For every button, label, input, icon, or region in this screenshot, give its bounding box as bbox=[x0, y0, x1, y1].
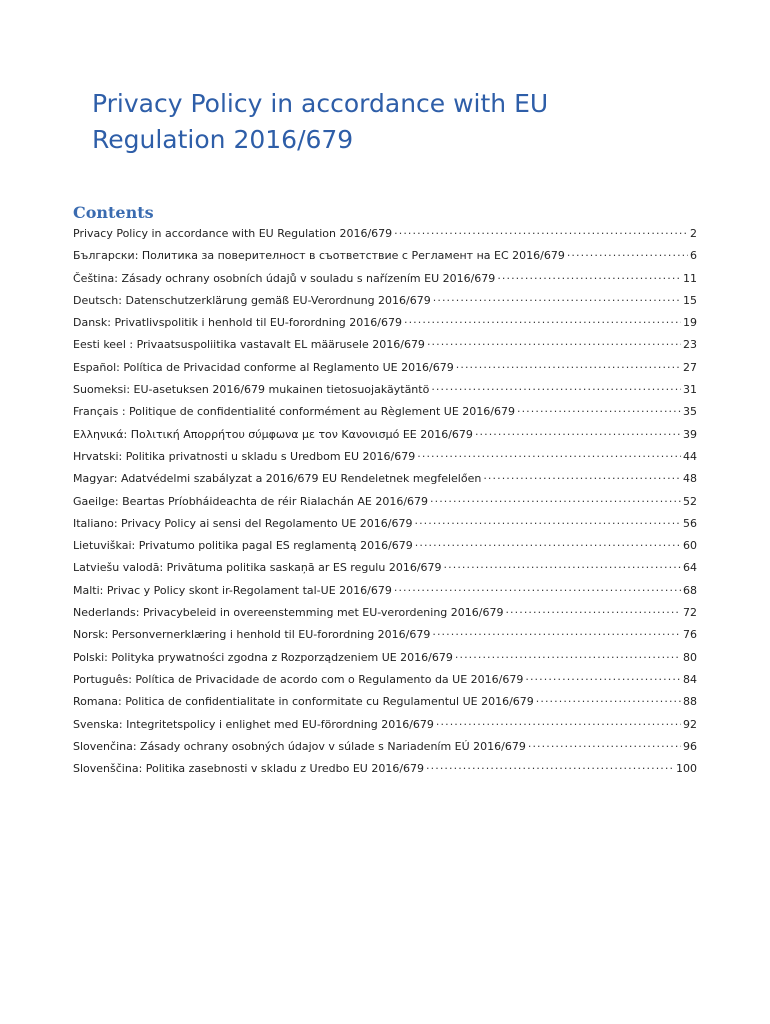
toc-entry[interactable] bbox=[73, 694, 697, 716]
toc-entry-page-number: 11 bbox=[683, 271, 697, 285]
toc-entry-page-number: 44 bbox=[683, 449, 697, 463]
toc-dot-leader bbox=[436, 718, 681, 729]
toc-entry[interactable] bbox=[73, 650, 697, 672]
toc-entry-label: Hrvatski: Politika privatnosti u skladu s Uredbom EU 2016/679 bbox=[73, 449, 416, 463]
toc-entry[interactable] bbox=[73, 739, 697, 761]
toc-entry-label: Svenska: Integritetspolicy i enlighet med EU-förordning 2016/679 bbox=[73, 717, 434, 731]
contents-heading: Contents bbox=[73, 203, 154, 222]
toc-dot-leader bbox=[415, 539, 681, 550]
toc-entry-page-number: 6 bbox=[690, 249, 697, 263]
toc-entry-label: Italiano: Privacy Policy ai sensi del Regolamento UE 2016/679 bbox=[73, 516, 413, 530]
toc-dot-leader bbox=[456, 361, 681, 372]
toc-entry-label: Dansk: Privatlivspolitik i henhold til EU-forordning 2016/679 bbox=[73, 316, 402, 330]
toc-entry[interactable] bbox=[73, 293, 697, 315]
table-of-contents bbox=[73, 226, 697, 783]
toc-dot-leader bbox=[394, 227, 688, 238]
toc-entry-page-number: 100 bbox=[676, 762, 697, 776]
toc-entry-page-number: 76 bbox=[683, 628, 697, 642]
toc-entry[interactable] bbox=[73, 672, 697, 694]
toc-entry-page-number: 84 bbox=[683, 672, 697, 686]
toc-entry[interactable] bbox=[73, 337, 697, 359]
toc-entry[interactable] bbox=[73, 315, 697, 337]
toc-dot-leader bbox=[536, 695, 681, 706]
toc-entry[interactable] bbox=[73, 761, 697, 783]
toc-entry-page-number: 2 bbox=[690, 227, 697, 240]
toc-entry[interactable] bbox=[73, 605, 697, 627]
toc-entry-label: Français : Politique de confidentialité conformément au Règlement UE 2016/679 bbox=[73, 405, 515, 419]
toc-dot-leader bbox=[431, 383, 681, 394]
toc-dot-leader bbox=[517, 405, 681, 416]
toc-entry[interactable] bbox=[73, 471, 697, 493]
document-title: Privacy Policy in accordance with EU Regulation 2016/679 bbox=[92, 89, 549, 154]
toc-dot-leader bbox=[394, 584, 681, 595]
toc-entry[interactable] bbox=[73, 404, 697, 426]
toc-entry-label: Eesti keel : Privaatsuspoliitika vastavalt EL määrusele 2016/679 bbox=[73, 338, 425, 352]
toc-entry-page-number: 68 bbox=[683, 583, 697, 597]
toc-entry-label: Nederlands: Privacybeleid in overeenstemming met EU-verordening 2016/679 bbox=[73, 606, 504, 620]
toc-entry-page-number: 56 bbox=[683, 516, 697, 530]
toc-entry[interactable] bbox=[73, 627, 697, 649]
toc-entry-page-number: 96 bbox=[683, 739, 697, 753]
toc-entry[interactable] bbox=[73, 427, 697, 449]
toc-dot-leader bbox=[444, 561, 681, 572]
toc-entry[interactable] bbox=[73, 538, 697, 560]
toc-dot-leader bbox=[567, 249, 688, 260]
toc-entry-page-number: 31 bbox=[683, 383, 697, 397]
toc-entry-page-number: 48 bbox=[683, 472, 697, 486]
toc-entry-page-number: 64 bbox=[683, 561, 697, 575]
toc-entry-page-number: 92 bbox=[683, 717, 697, 731]
toc-entry-label: Latviešu valodā: Privātuma politika saskaņā ar ES regulu 2016/679 bbox=[73, 561, 442, 575]
toc-entry[interactable] bbox=[73, 516, 697, 538]
toc-entry[interactable] bbox=[73, 226, 697, 248]
toc-entry-label: Čeština: Zásady ochrany osobních údajů v souladu s nařízením EU 2016/679 bbox=[73, 271, 496, 285]
toc-entry-label: Български: Политика за поверителност в съответствие с Регламент на ЕС 2016/679 bbox=[73, 249, 565, 263]
toc-entry[interactable] bbox=[73, 382, 697, 404]
toc-entry-label: Privacy Policy in accordance with EU Regulation 2016/679 bbox=[73, 227, 393, 240]
toc-entry-page-number: 27 bbox=[683, 360, 697, 374]
toc-entry[interactable] bbox=[73, 271, 697, 293]
toc-entry[interactable] bbox=[73, 717, 697, 739]
toc-entry-page-number: 35 bbox=[683, 405, 697, 419]
toc-dot-leader bbox=[483, 472, 681, 483]
toc-dot-leader bbox=[525, 673, 681, 684]
toc-entry-page-number: 72 bbox=[683, 606, 697, 620]
toc-dot-leader bbox=[426, 762, 674, 773]
toc-entry-page-number: 23 bbox=[683, 338, 697, 352]
toc-entry[interactable] bbox=[73, 248, 697, 270]
toc-entry-label: Slovenščina: Politika zasebnosti v skladu z Uredbo EU 2016/679 bbox=[73, 762, 425, 776]
toc-dot-leader bbox=[432, 628, 681, 639]
toc-dot-leader bbox=[414, 517, 681, 528]
toc-dot-leader bbox=[497, 272, 681, 283]
toc-entry-label: Ελληνικά: Πολιτική Απορρήτου σύμφωνα με τον Κανονισμό ΕΕ 2016/679 bbox=[73, 427, 473, 441]
toc-entry-page-number: 39 bbox=[683, 427, 697, 441]
toc-dot-leader bbox=[528, 740, 681, 751]
toc-dot-leader bbox=[427, 338, 681, 349]
toc-entry-label: Slovenčina: Zásady ochrany osobných údajov v súlade s Nariadením EÚ 2016/679 bbox=[73, 739, 526, 753]
toc-entry[interactable] bbox=[73, 449, 697, 471]
toc-entry-label: Norsk: Personvernerklæring i henhold til EU-forordning 2016/679 bbox=[73, 628, 431, 642]
toc-entry-label: Malti: Privac y Policy skont ir-Regolament tal-UE 2016/679 bbox=[73, 583, 392, 597]
toc-dot-leader bbox=[430, 495, 681, 506]
toc-dot-leader bbox=[404, 316, 681, 327]
toc-entry[interactable] bbox=[73, 360, 697, 382]
toc-entry[interactable] bbox=[73, 560, 697, 582]
toc-entry-page-number: 19 bbox=[683, 316, 697, 330]
toc-dot-leader bbox=[505, 606, 681, 617]
toc-entry-label: Polski: Polityka prywatności zgodna z Rozporządzeniem UE 2016/679 bbox=[73, 650, 453, 664]
toc-dot-leader bbox=[417, 450, 681, 461]
toc-dot-leader bbox=[433, 294, 681, 305]
toc-entry-label: Español: Política de Privacidad conforme al Reglamento UE 2016/679 bbox=[73, 360, 454, 374]
toc-dot-leader bbox=[475, 428, 681, 439]
toc-entry[interactable] bbox=[73, 494, 697, 516]
toc-entry-label: Português: Política de Privacidade de acordo com o Regulamento da UE 2016/679 bbox=[73, 672, 524, 686]
toc-entry-label: Deutsch: Datenschutzerklärung gemäß EU-Verordnung 2016/679 bbox=[73, 293, 431, 307]
toc-entry-page-number: 15 bbox=[683, 293, 697, 307]
toc-entry[interactable] bbox=[73, 583, 697, 605]
toc-entry-page-number: 80 bbox=[683, 650, 697, 664]
toc-entry-label: Magyar: Adatvédelmi szabályzat a 2016/679 EU Rendeletnek megfelelően bbox=[73, 472, 482, 486]
toc-entry-label: Romana: Politica de confidentialitate in conformitate cu Regulamentul UE 2016/679 bbox=[73, 695, 534, 709]
toc-entry-label: Gaeilge: Beartas Príobháideachta de réir Rialachán AE 2016/679 bbox=[73, 494, 429, 508]
toc-dot-leader bbox=[455, 651, 681, 662]
toc-entry-label: Lietuviškai: Privatumo politika pagal ES reglamentą 2016/679 bbox=[73, 539, 413, 553]
toc-entry-page-number: 88 bbox=[683, 695, 697, 709]
toc-entry-label: Suomeksi: EU-asetuksen 2016/679 mukainen tietosuojakäytäntö bbox=[73, 383, 430, 397]
toc-entry-page-number: 52 bbox=[683, 494, 697, 508]
toc-entry-page-number: 60 bbox=[683, 539, 697, 553]
